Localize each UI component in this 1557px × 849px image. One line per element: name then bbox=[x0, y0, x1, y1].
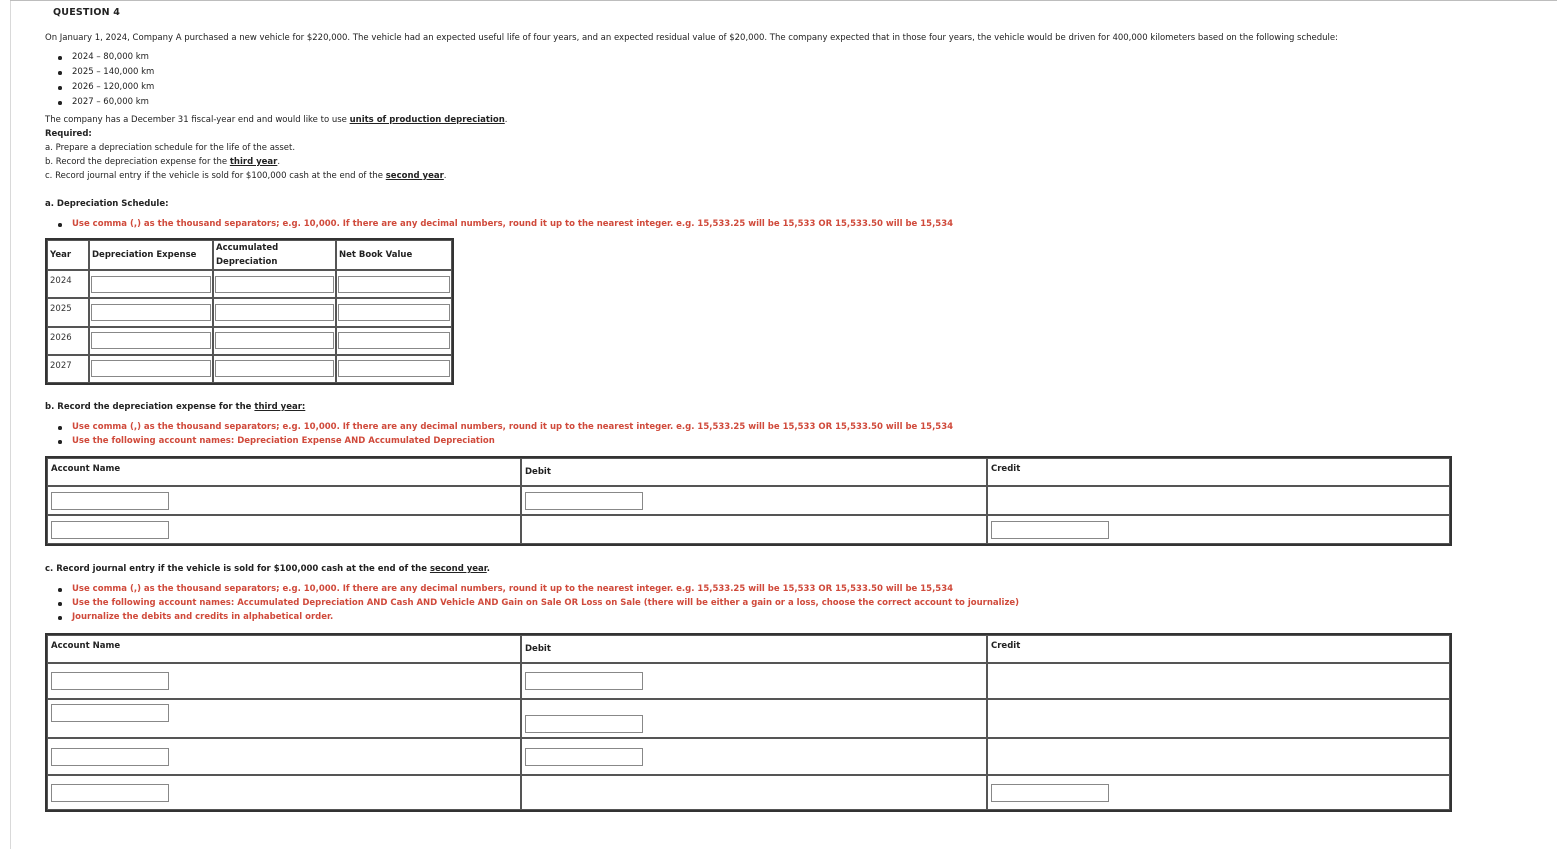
section-c-title-emph: second year bbox=[429, 564, 487, 574]
dep-expense-input[interactable] bbox=[91, 332, 211, 349]
list-item: Journalize the debits and credits in alphabetical order. bbox=[58, 610, 1019, 624]
list-item: Use the following account names: Depreciation Expense AND Accumulated Depreciation bbox=[58, 434, 953, 448]
nbv-cell bbox=[336, 355, 452, 383]
table-header-row bbox=[47, 240, 452, 270]
debit-cell bbox=[521, 738, 987, 775]
account-cell bbox=[47, 515, 521, 544]
table-header-row bbox=[47, 458, 1450, 486]
col-account-name: Account Name bbox=[47, 458, 521, 486]
question-title: QUESTION 4 bbox=[53, 7, 121, 18]
required-c-end: . bbox=[443, 171, 447, 181]
dep-expense-cell bbox=[89, 355, 213, 383]
page-left-border bbox=[10, 0, 11, 849]
debit-input[interactable] bbox=[525, 672, 643, 690]
section-b-title-text: b. Record the depreciation expense for the bbox=[45, 402, 255, 412]
col-year: Year bbox=[47, 240, 89, 270]
dep-expense-cell bbox=[89, 327, 213, 355]
nbv-cell bbox=[336, 327, 452, 355]
table-row bbox=[47, 298, 452, 326]
acc-dep-cell bbox=[213, 327, 336, 355]
section-c-title-end: . bbox=[486, 564, 490, 574]
nbv-input[interactable] bbox=[338, 360, 450, 377]
list-item: 2025 – 140,000 km bbox=[58, 65, 154, 80]
section-b-notes bbox=[58, 420, 953, 448]
section-a-title: a. Depreciation Schedule: bbox=[45, 199, 169, 209]
table-row bbox=[47, 327, 452, 355]
credit-cell bbox=[987, 486, 1450, 515]
debit-input[interactable] bbox=[525, 715, 643, 733]
section-a-notes bbox=[58, 217, 953, 231]
debit-cell bbox=[521, 486, 987, 515]
table-row bbox=[47, 486, 1450, 515]
list-item: Use comma (,) as the thousand separators; e.g. 10,000. If there are any decimal numbers, round it up to the nearest integer. e.g. 15,533.25 will be 15,533 OR 15,533.50 will be 15,534 bbox=[58, 217, 953, 231]
acc-dep-input[interactable] bbox=[215, 276, 334, 293]
credit-cell bbox=[987, 515, 1450, 544]
account-cell bbox=[47, 699, 521, 738]
nbv-cell bbox=[336, 270, 452, 298]
fiscal-text: The company has a December 31 fiscal-year end and would like to use bbox=[45, 115, 350, 125]
km-schedule-list bbox=[58, 50, 154, 110]
acc-dep-cell bbox=[213, 355, 336, 383]
credit-cell bbox=[987, 699, 1450, 738]
debit-cell bbox=[521, 699, 987, 738]
nbv-cell bbox=[336, 298, 452, 326]
credit-cell bbox=[987, 738, 1450, 775]
table-row bbox=[47, 355, 452, 383]
required-b-end: . bbox=[277, 157, 281, 167]
required-a: a. Prepare a depreciation schedule for the life of the asset. bbox=[45, 143, 296, 153]
dep-expense-input[interactable] bbox=[91, 276, 211, 293]
acc-dep-cell bbox=[213, 270, 336, 298]
account-name-input[interactable] bbox=[51, 748, 169, 766]
list-item: Use the following account names: Accumulated Depreciation AND Cash AND Vehicle AND Gain on Sale OR Loss on Sale (there will be either a gain or a loss, choose the correct account to journalize) bbox=[58, 596, 1019, 610]
dep-expense-cell bbox=[89, 270, 213, 298]
table-row bbox=[47, 699, 1450, 738]
depreciation-schedule-table bbox=[45, 238, 454, 385]
required-label: Required: bbox=[45, 129, 92, 139]
acc-dep-cell bbox=[213, 298, 336, 326]
table-row bbox=[47, 515, 1450, 544]
journal-table-b bbox=[45, 456, 1452, 546]
fiscal-statement bbox=[45, 113, 507, 127]
col-accumulated-depreciation: Accumulated Depreciation bbox=[213, 240, 336, 270]
method-text: units of production depreciation bbox=[349, 115, 505, 125]
page-top-border bbox=[10, 0, 1557, 1]
account-name-input[interactable] bbox=[51, 492, 169, 510]
account-name-input[interactable] bbox=[51, 784, 169, 802]
acc-dep-input[interactable] bbox=[215, 332, 334, 349]
section-c-notes bbox=[58, 582, 1019, 624]
nbv-input[interactable] bbox=[338, 276, 450, 293]
year-cell: 2027 bbox=[47, 355, 89, 383]
account-cell bbox=[47, 738, 521, 775]
col-debit: Debit bbox=[521, 635, 987, 663]
acc-dep-input[interactable] bbox=[215, 360, 334, 377]
table-row bbox=[47, 270, 452, 298]
table-row bbox=[47, 738, 1450, 775]
required-c-emph: second year bbox=[385, 171, 444, 181]
col-credit: Credit bbox=[987, 458, 1450, 486]
section-c-title bbox=[45, 562, 490, 576]
credit-input[interactable] bbox=[991, 521, 1109, 539]
acc-dep-input[interactable] bbox=[215, 304, 334, 321]
journal-table-c bbox=[45, 633, 1452, 812]
list-item: 2026 – 120,000 km bbox=[58, 80, 154, 95]
nbv-input[interactable] bbox=[338, 332, 450, 349]
nbv-input[interactable] bbox=[338, 304, 450, 321]
col-net-book-value: Net Book Value bbox=[336, 240, 452, 270]
section-b-title bbox=[45, 400, 305, 414]
list-item: 2027 – 60,000 km bbox=[58, 95, 154, 110]
debit-cell bbox=[521, 663, 987, 699]
section-c-title-text: c. Record journal entry if the vehicle is sold for $100,000 cash at the end of the bbox=[45, 564, 430, 574]
year-cell: 2024 bbox=[47, 270, 89, 298]
debit-cell bbox=[521, 775, 987, 810]
list-item: 2024 – 80,000 km bbox=[58, 50, 154, 65]
required-c-text: c. Record journal entry if the vehicle is sold for $100,000 cash at the end of the bbox=[45, 171, 386, 181]
list-item: Use comma (,) as the thousand separators; e.g. 10,000. If there are any decimal numbers, round it up to the nearest integer. e.g. 15,533.25 will be 15,533 OR 15,533.50 will be 15,534 bbox=[58, 582, 1019, 596]
account-cell bbox=[47, 775, 521, 810]
table-row bbox=[47, 663, 1450, 699]
account-name-input[interactable] bbox=[51, 704, 169, 722]
account-name-input[interactable] bbox=[51, 521, 169, 539]
required-c bbox=[45, 169, 446, 183]
account-name-input[interactable] bbox=[51, 672, 169, 690]
account-cell bbox=[47, 663, 521, 699]
year-cell: 2026 bbox=[47, 327, 89, 355]
debit-input[interactable] bbox=[525, 748, 643, 766]
col-depreciation-expense: Depreciation Expense bbox=[89, 240, 213, 270]
required-b bbox=[45, 155, 280, 169]
credit-cell bbox=[987, 663, 1450, 699]
table-header-row bbox=[47, 635, 1450, 663]
col-debit: Debit bbox=[521, 458, 987, 486]
credit-cell bbox=[987, 775, 1450, 810]
fiscal-end: . bbox=[504, 115, 508, 125]
dep-expense-input[interactable] bbox=[91, 360, 211, 377]
list-item: Use comma (,) as the thousand separators; e.g. 10,000. If there are any decimal numbers, round it up to the nearest integer. e.g. 15,533.25 will be 15,533 OR 15,533.50 will be 15,534 bbox=[58, 420, 953, 434]
required-b-text: b. Record the depreciation expense for the bbox=[45, 157, 230, 167]
dep-expense-input[interactable] bbox=[91, 304, 211, 321]
debit-input[interactable] bbox=[525, 492, 643, 510]
col-account-name: Account Name bbox=[47, 635, 521, 663]
dep-expense-cell bbox=[89, 298, 213, 326]
required-b-emph: third year bbox=[229, 157, 278, 167]
year-cell: 2025 bbox=[47, 298, 89, 326]
col-credit: Credit bbox=[987, 635, 1450, 663]
intro-text: On January 1, 2024, Company A purchased a new vehicle for $220,000. The vehicle had an expected useful life of four years, and an expected residual value of $20,000. The company expected that in those four years, the vehicle would be driven for 400,000 kilometers based on the following schedule: bbox=[45, 33, 1339, 43]
table-row bbox=[47, 775, 1450, 810]
credit-input[interactable] bbox=[991, 784, 1109, 802]
debit-cell bbox=[521, 515, 987, 544]
section-b-title-emph: third year: bbox=[254, 402, 306, 412]
account-cell bbox=[47, 486, 521, 515]
